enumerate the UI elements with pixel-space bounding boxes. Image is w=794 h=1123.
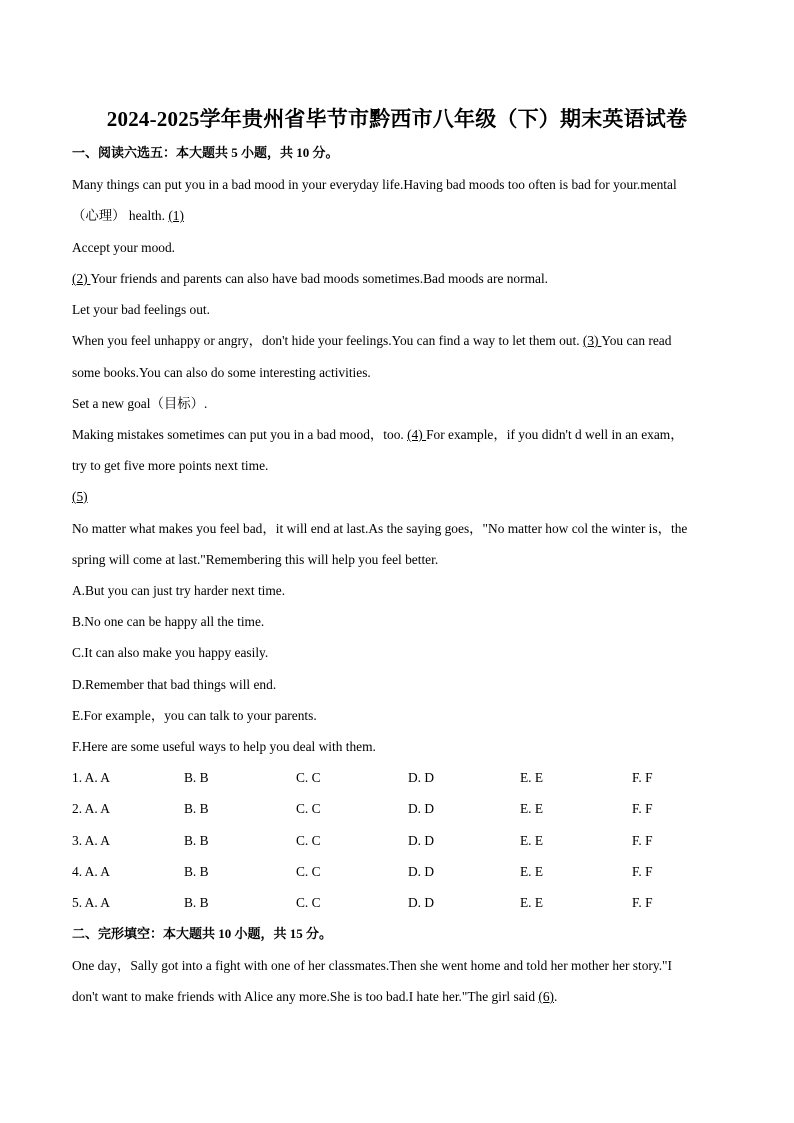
- answer-choice[interactable]: 2. A. A: [72, 801, 110, 816]
- option-c: C.It can also make you happy easily.: [72, 645, 269, 660]
- answer-choice[interactable]: D. D: [408, 801, 435, 816]
- passage-text: When you feel unhappy or angry，don't hide your feelings.You can find a way to let them out.: [72, 333, 583, 348]
- answer-choice[interactable]: 5. A. A: [72, 895, 110, 910]
- passage-line: Accept your mood.: [72, 240, 176, 255]
- passage-text: don't want to make friends with Alice any more.She is too bad.I hate her."The girl said: [72, 989, 539, 1004]
- blank-5: (5): [72, 489, 88, 504]
- answer-choice[interactable]: F. F: [632, 801, 653, 816]
- answer-choice[interactable]: F. F: [632, 895, 653, 910]
- passage-line: spring will come at last."Remembering this will help you feel better.: [72, 552, 439, 567]
- answer-choice[interactable]: E. E: [520, 770, 544, 785]
- blank-1: (1): [168, 208, 184, 223]
- answer-choice[interactable]: E. E: [520, 895, 544, 910]
- passage-text: （心理） health.: [72, 208, 169, 223]
- answer-choice[interactable]: E. E: [520, 833, 544, 848]
- option-a: A.But you can just try harder next time.: [72, 583, 286, 598]
- passage-text: You can read: [601, 333, 672, 348]
- passage-text: Making mistakes sometimes can put you in a bad mood，too.: [72, 427, 408, 442]
- answer-choice[interactable]: B. B: [184, 770, 209, 785]
- section2-header: 二、完形填空：本大题共 10 小题，共 15 分。: [72, 926, 333, 941]
- option-b: B.No one can be happy all the time.: [72, 614, 265, 629]
- passage-line: [72, 426, 732, 444]
- answer-choice[interactable]: 4. A. A: [72, 864, 110, 879]
- answer-choice[interactable]: D. D: [408, 895, 435, 910]
- answer-choice[interactable]: E. E: [520, 864, 544, 879]
- answer-choice[interactable]: D. D: [408, 770, 435, 785]
- answer-choice[interactable]: 3. A. A: [72, 833, 110, 848]
- answer-choice[interactable]: 1. A. A: [72, 770, 110, 785]
- passage-line: [72, 488, 732, 506]
- passage-line: [72, 988, 732, 1006]
- answer-choice[interactable]: B. B: [184, 864, 209, 879]
- answer-choice[interactable]: E. E: [520, 801, 544, 816]
- option-e: E.For example，you can talk to your parents.: [72, 708, 317, 723]
- page-title: 2024-2025学年贵州省毕节市黔西市八年级（下）期末英语试卷: [106, 107, 688, 131]
- passage-line: [72, 270, 732, 288]
- answer-choice[interactable]: F. F: [632, 770, 653, 785]
- section1-header: 一、阅读六选五：本大题共 5 小题，共 10 分。: [72, 145, 339, 160]
- answer-choice[interactable]: C. C: [296, 864, 321, 879]
- passage-line: Set a new goal（目标）.: [72, 396, 208, 411]
- passage-text: .: [554, 989, 558, 1004]
- answer-choice[interactable]: C. C: [296, 770, 321, 785]
- passage-line: try to get five more points next time.: [72, 458, 269, 473]
- passage-text: For example，if you didn't d well in an exam，: [426, 427, 684, 442]
- answer-choice[interactable]: C. C: [296, 895, 321, 910]
- passage-line: One day，Sally got into a fight with one of her classmates.Then she went home and told her mother her story."I: [72, 958, 672, 973]
- answer-choice[interactable]: C. C: [296, 801, 321, 816]
- answer-choice[interactable]: D. D: [408, 864, 435, 879]
- passage-line: Many things can put you in a bad mood in your everyday life.Having bad moods too often is bad for your.mental: [72, 177, 677, 192]
- blank-4: (4): [407, 427, 427, 442]
- passage-text: Your friends and parents can also have bad moods sometimes.Bad moods are normal.: [90, 271, 549, 286]
- passage-line: No matter what makes you feel bad，it will end at last.As the saying goes，"No matter how col the winter is，the: [72, 521, 688, 536]
- option-d: D.Remember that bad things will end.: [72, 677, 277, 692]
- passage-line: [72, 207, 732, 225]
- blank-3: (3): [582, 333, 602, 348]
- passage-line: Let your bad feelings out.: [72, 302, 210, 317]
- blank-2: (2): [72, 271, 91, 286]
- answer-choice[interactable]: D. D: [408, 833, 435, 848]
- blank-6: (6): [538, 989, 555, 1004]
- passage-line: [72, 332, 732, 350]
- answer-choice[interactable]: F. F: [632, 833, 653, 848]
- answer-choice[interactable]: B. B: [184, 801, 209, 816]
- passage-line: some books.You can also do some interesting activities.: [72, 365, 371, 380]
- option-f: F.Here are some useful ways to help you deal with them.: [72, 739, 376, 754]
- answer-choice[interactable]: C. C: [296, 833, 321, 848]
- answer-choice[interactable]: B. B: [184, 895, 209, 910]
- answer-choice[interactable]: B. B: [184, 833, 209, 848]
- answer-choice[interactable]: F. F: [632, 864, 653, 879]
